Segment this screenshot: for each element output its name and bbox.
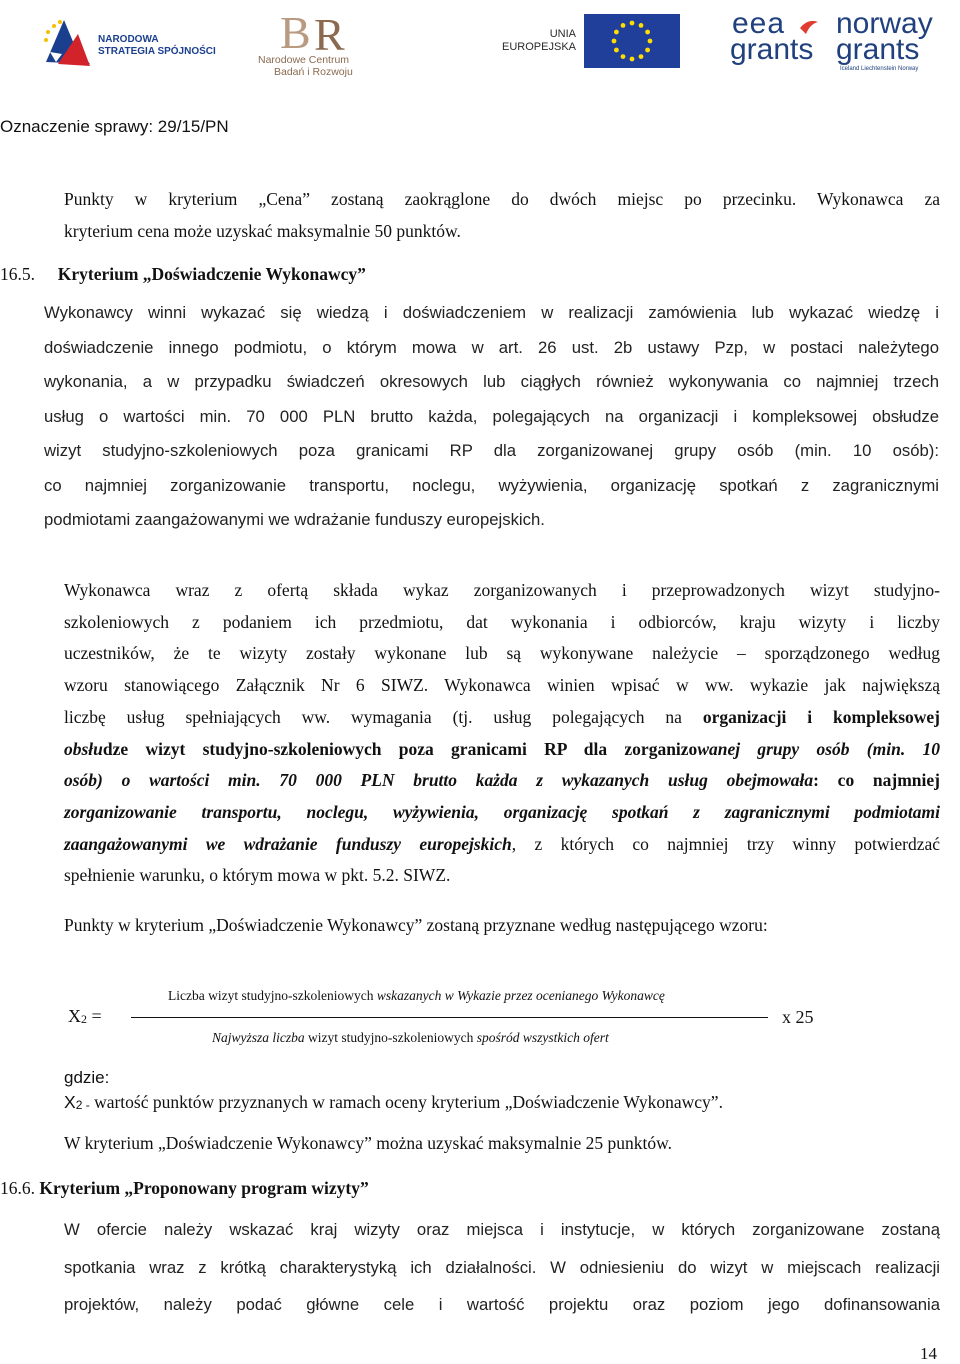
- ncbr-emblem-icon: [278, 6, 358, 54]
- cena-line-2: kryterium cena może uzyskać maksymalnie 50 punktów.: [64, 220, 461, 241]
- cena-line-1: Punkty w kryterium „Cena” zostaną zaokrąglone do dwóch miejsc po przecinku. Wykonawca za: [64, 189, 940, 209]
- wykaz-bold-italic: osób) o wartości min. 70 000 PLN brutto każda z wykazanych usług obejmowała: [64, 770, 814, 791]
- section-16-6-number: 16.6.: [0, 1178, 35, 1198]
- wykaz-line: [64, 829, 940, 861]
- fraction-line: [131, 1017, 768, 1018]
- section-16-5-heading: [0, 262, 366, 286]
- eea-line2: grants: [730, 33, 814, 66]
- eu-flag-icon: [584, 14, 680, 68]
- wykaz-paragraph: [64, 575, 940, 892]
- where-desc: wartość punktów przyznanych w ramach oceny kryterium „Doświadczenie Wykonawcy”.: [89, 1092, 723, 1112]
- wykaz-line: szkoleniowych z podaniem ich przedmiotu, dat wykonania i odbiorców, kraju wizyty i liczby: [64, 611, 940, 632]
- wykaz-line: [64, 797, 940, 829]
- wykaz-line: [64, 734, 940, 766]
- eea-line1: eea: [732, 7, 786, 40]
- formula-multiplier: x 25: [782, 1007, 814, 1027]
- section-16-6-title: Kryterium „Proponowany program wizyty”: [39, 1178, 369, 1198]
- s165-body-line: wykonania, a w przypadku świadczeń okresowych lub ciągłych również wykonywania co najmniej trzech: [44, 372, 939, 391]
- where-max: W kryterium „Doświadczenie Wykonawcy” można uzyskać maksymalnie 25 punktów.: [64, 1133, 673, 1153]
- wykaz-line: [64, 702, 940, 734]
- norway-line2: grants: [836, 33, 920, 66]
- wykaz-bold-italic: wanej grupy osób (min. 10: [697, 738, 940, 759]
- formula-numerator: [168, 988, 665, 1004]
- wykaz-text: liczbę usług spełniających ww. wymagania (tj. usług polegających na: [64, 706, 703, 727]
- cena-paragraph: [64, 184, 940, 247]
- norway-line1: norway: [836, 7, 933, 40]
- formula-num-italic: wskazanych w Wykazie przez ocenianego Wykonawcę: [376, 988, 665, 1003]
- eu-line1: UNIA: [549, 28, 576, 40]
- s165-body-line: usług o wartości min. 70 000 PLN brutto każda, polegających na organizacji i kompleksowej obsłudze: [44, 406, 939, 426]
- wykaz-bold-italic: obsłu: [64, 738, 103, 759]
- formula-den-italic: spośród wszystkich ofert: [476, 1030, 609, 1045]
- section-16-5-number: 16.5.: [0, 264, 35, 284]
- svg-text:R: R: [314, 9, 345, 54]
- s165-body-line: Wykonawcy winni wykazać się wiedzą i doświadczeniem w realizacji zamówienia lub wykazać wiedzę i: [44, 303, 939, 322]
- where-label: gdzie:: [64, 1068, 110, 1087]
- section-16-5-body: [44, 296, 939, 538]
- s165-body-line: wizyt studyjno-szkoleniowych poza granicami RP dla zorganizowanej grupy osób (min. 10 osób):: [44, 441, 939, 460]
- wykaz-bold-italic: zaangażowanymi we wdrażanie funduszy europejskich: [64, 833, 512, 854]
- s166-body-line: W ofercie należy wskazać kraj wizyty oraz miejsca i instytucje, w których zorganizowane zostaną: [64, 1220, 940, 1239]
- section-16-6-body: [64, 1211, 940, 1324]
- eu-line2: EUROPEJSKA: [502, 41, 576, 53]
- where-definition: [64, 1092, 723, 1113]
- eu-logo: [500, 14, 682, 70]
- formula-denominator: [212, 1030, 609, 1046]
- wykaz-bold: organizacji i kompleksowej: [702, 706, 940, 727]
- s165-body-line: doświadczenie innego podmiotu, o którym mowa w art. 26 ust. 2b ustawy Pzp, w postaci należytego: [44, 337, 939, 357]
- formula-num-text: Liczba wizyt studyjno-szkoleniowych: [168, 988, 377, 1003]
- wykaz-line: spełnienie warunku, o którym mowa w pkt. 5.2. SIWZ.: [64, 865, 451, 886]
- formula-x-sub: 2: [81, 1012, 87, 1026]
- where-x: X: [64, 1092, 76, 1112]
- where-x-sub: 2 -: [75, 1098, 90, 1112]
- eea-grants-logo: [728, 7, 828, 74]
- wykaz-bold-italic: zorganizowanie transportu, noclegu, wyżywienia, organizację spotkań z zagranicznymi podmiotami: [64, 801, 940, 822]
- s165-body-line: podmiotami zaangażowanymi we wdrażanie funduszy europejskich.: [44, 510, 545, 529]
- formula-den-italic: Najwyższa liczba: [212, 1030, 305, 1045]
- wykaz-bold: dze wizyt studyjno-szkoleniowych poza granicami RP dla zorganizo: [102, 738, 698, 759]
- ncbr-logo: [252, 6, 402, 82]
- s166-body-line: spotkania wraz z krótką charakterystyką ich działalności. W odniesieniu do wizyt w miejscach realizacji: [64, 1257, 940, 1277]
- ncbr-line1: Narodowe Centrum: [258, 54, 350, 66]
- wykaz-text: , z których co najmniej trzy winny potwierdzać: [511, 833, 940, 854]
- points-intro: Punkty w kryterium „Doświadczenie Wykonawcy” zostaną przyznane według następującego wzoru:: [64, 915, 768, 935]
- nss-line2: STRATEGIA SPÓJNOŚCI: [98, 46, 216, 57]
- wykaz-line: wzoru stanowiącego Załącznik Nr 6 SIWZ. Wykonawca winien wpisać w ww. wykazie jak największą: [64, 675, 940, 696]
- nss-line1: NARODOWA: [98, 34, 159, 45]
- page-number: 14: [920, 1344, 937, 1363]
- eea-bird-icon: [798, 16, 820, 38]
- s166-body-line: projektów, należy podać główne cele i wartość projektu oraz poziom jego dofinansowania: [64, 1295, 940, 1314]
- norway-sub: Iceland Liechtenstein Norway: [840, 66, 919, 72]
- wykaz-bold: : co najmniej: [813, 770, 940, 791]
- section-16-6-heading: [0, 1176, 369, 1200]
- wykaz-line: Wykonawca wraz z ofertą składa wykaz zorganizowanych i przeprowadzonych wizyt studyjno-: [64, 580, 940, 600]
- formula-den-text: wizyt studyjno-szkoleniowych: [304, 1030, 477, 1045]
- nss-logo: [40, 14, 220, 72]
- nss-emblem-icon: [40, 14, 96, 72]
- wykaz-line: [64, 765, 940, 797]
- s165-body-line: co najmniej zorganizowanie transportu, noclegu, wyżywienia, organizację spotkań z zagranicznymi: [44, 475, 939, 495]
- formula-equals: =: [91, 1006, 102, 1026]
- header-logos: [0, 0, 960, 88]
- ncbr-line2: Badań i Rozwoju: [274, 66, 353, 78]
- section-16-5-title: Kryterium „Doświadczenie Wykonawcy”: [57, 264, 366, 284]
- case-reference: Oznaczenie sprawy: 29/15/PN: [0, 117, 229, 136]
- formula-x: X: [68, 1006, 81, 1026]
- formula-lhs: [68, 1006, 102, 1027]
- svg-text:B: B: [280, 7, 311, 54]
- wykaz-line: uczestników, że te wizyty zostały wykonane lub są wykonywane należycie – sporządzonego według: [64, 643, 940, 664]
- norway-grants-logo: [836, 7, 960, 74]
